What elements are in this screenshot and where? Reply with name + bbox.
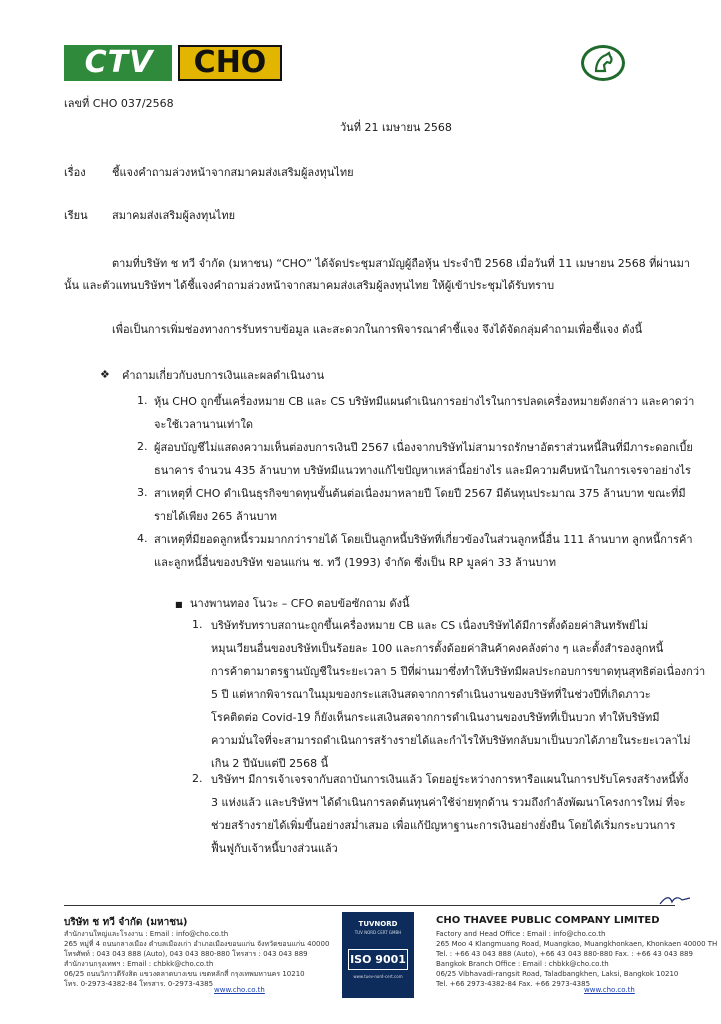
answer-line: การค้าตามาตรฐานบัญชีในระยะเวลา 5 ปีที่ผ่านมาซึ่งทำให้บริษัทมีผลประกอบการขาดทุนสุทธิต่อเนื่องกว่า [211, 665, 706, 678]
question-line: ผู้สอบบัญชีไม่แสดงความเห็นต่องบการเงินปี 2567 เนื่องจากบริษัทไม่สามารถรักษาอัตราส่วนหนี้สินที่มีภาระดอกเบี้ย [154, 441, 693, 454]
answer-line: ความมั่นใจที่จะสามารถดำเนินการสร้างรายได้และกำไรให้บริษัทกลับมาเป็นบวกได้ภายในระยะเวลาไม่ [211, 734, 691, 747]
logo-ctv-text: CTV [64, 45, 172, 81]
question-line: หุ้น CHO ถูกขึ้นเครื่องหมาย CB และ CS บริษัทมีแผนดำเนินการอย่างไรในการปลดเครื่องหมายดังกล่าว และคาดว่า [154, 395, 695, 408]
answer-bullet-icon: ■ [175, 600, 183, 609]
iso-issuer: TUV NORD CERT GMBH [354, 930, 402, 935]
answer-line: ช่วยสร้างรายได้เพิ่มขึ้นอย่างสม่ำเสมอ เพื่อแก้ปัญหาฐานะการเงินอย่างยั่งยืน โดยได้เริ่มกระบวนการ [211, 819, 676, 832]
answer-line: บริษัทฯ มีการเจ้าเจรจากับสถาบันการเงินแล้ว โดยอยู่ระหว่างการหารือแผนในการปรับโครงสร้างหนี้ทั้ง [211, 773, 689, 786]
question-item [154, 528, 693, 574]
footer-th-line: 06/25 ถนนวิภาวดีรังสิต แขวงตลาดบางเขน เขตหลักสี่ กรุงเทพมหานคร 10210 [64, 970, 305, 978]
section-bullet-icon: ❖ [100, 368, 110, 381]
intro-line-1: ตามที่บริษัท ช ทวี จำกัด (มหาชน) “CHO” ได้จัดประชุมสามัญผู้ถือหุ้น ประจำปี 2568 เมื่อวันที่ 11 เมษายน 2568 ที่ผ่านมา [112, 257, 691, 270]
question-item [154, 482, 686, 528]
question-number: 3. [137, 486, 148, 499]
answer-line: 5 ปี แต่หากพิจารณาในมุมของกระแสเงินสดจากการดำเนินงานของบริษัทที่ในช่วงปีที่เกิดภาวะ [211, 688, 651, 701]
question-line: ธนาคาร จำนวน 435 ล้านบาท บริษัทมีแนวทางแก้ไขปัญหาเหล่านี้อย่างไร และมีความคืบหน้าในการเจรจาอย่างไร [154, 464, 691, 477]
answer-item [211, 768, 688, 860]
footer-th-line: สำนักงานใหญ่และโรงงาน : Email : info@cho.co.th [64, 930, 229, 938]
document-number: เลขที่ CHO 037/2568 [64, 97, 174, 110]
footer-th-line: สำนักงานกรุงเทพฯ : Email : chbkk@cho.co.th [64, 960, 214, 968]
answer-line: บริษัทรับทราบสถานะถูกขึ้นเครื่องหมาย CB และ CS เนื่องบริษัทได้มีการตั้งด้อยค่าสินทรัพย์ไม่ [211, 619, 649, 632]
subject-label: เรื่อง [64, 166, 86, 179]
answer-line: หมุนเวียนอื่นของบริษัทเป็นร้อยละ 100 และการตั้งด้อยค่าสินค้าคงคลังต่าง ๆ และตั้งสำรองลูกหนี้ [211, 642, 664, 655]
answer-line: ฟื้นฟูกับเจ้าหนี้บางส่วนแล้ว [211, 842, 338, 855]
footer-th-line: โทร. 0-2973-4382-84 โทรสาร. 0-2973-4385 [64, 980, 214, 988]
question-line: รายได้เพียง 265 ล้านบาท [154, 510, 277, 523]
signature-mark [658, 892, 692, 912]
footer-th-line: 265 หมู่ที่ 4 ถนนกลางเมือง ตำบลเมืองเก่า อำเภอเมืองขอนแก่น จังหวัดขอนแก่น 40000 [64, 940, 330, 948]
subject-text: ชี้แจงคำถามล่วงหน้าจากสมาคมส่งเสริมผู้ลงทุนไทย [112, 166, 354, 179]
footer-th-website-link[interactable]: www.cho.co.th [214, 986, 265, 994]
question-number: 2. [137, 440, 148, 453]
footer-th-company: บริษัท ช ทวี จำกัด (มหาชน) [64, 917, 188, 928]
footer-en-line: Tel. : +66 43 043 888 (Auto), +66 43 043 880-880 Fax. : +66 43 043 889 [436, 950, 693, 958]
footer-en-line: Bangkok Branch Office : Email : chbkk@cho.co.th [436, 960, 609, 968]
iso-standard: ISO 9001 [348, 949, 408, 970]
question-line: สาเหตุที่ CHO ดำเนินธุรกิจขาดทุนขั้นต้นต่อเนื่องมาหลายปี โดยปี 2567 มีต้นทุนประมาณ 375 ล้านบาท ขณะที่มี [154, 487, 686, 500]
footer-th-line: โทรศัพท์ : 043 043 888 (Auto), 043 043 880-880 โทรสาร : 043 043 889 [64, 950, 308, 958]
footer-en-company: CHO THAVEE PUBLIC COMPANY LIMITED [436, 915, 660, 926]
question-line: และลูกหนี้อื่นของบริษัท ขอนแก่น ช. ทวี (1993) จำกัด ซึ่งเป็น RP มูลค่า 33 ล้านบาท [154, 556, 556, 569]
answer-line: โรคติดต่อ Covid-19 ก็ยังเห็นกระแสเงินสดจากการดำเนินงานของบริษัทที่เป็นบวก ทำให้บริษัทมี [211, 711, 660, 724]
answer-number: 2. [192, 772, 203, 785]
iso-certification-badge [342, 912, 414, 998]
iso-brand: TUVNORD [358, 920, 398, 928]
logo-cho-text: CHO [178, 45, 282, 81]
footer-en-line: Tel. +66 2973-4382-84 Fax. +66 2973-4385 [436, 980, 591, 988]
horse-emblem-icon [581, 45, 625, 81]
intro-line-2: นั้น และตัวแทนบริษัทฯ ได้ชี้แจงคำถามล่วงหน้าจากสมาคมส่งเสริมผู้ลงทุนไทย ให้ผู้เข้าประชุมได้รับทราบ [64, 279, 555, 292]
question-number: 4. [137, 532, 148, 545]
footer-divider [64, 905, 675, 906]
question-item [154, 390, 694, 436]
answer-line: 3 แห่งแล้ว และบริษัทฯ ได้ดำเนินการลดต้นทุนค่าใช้จ่ายทุกด้าน รวมถึงกำลังพัฒนาโครงการใหม่ ที่จะ [211, 796, 686, 809]
answer-line: เกิน 2 ปีนับแต่ปี 2568 นี้ [211, 757, 329, 770]
intro-line-3: เพื่อเป็นการเพิ่มช่องทางการรับทราบข้อมูล และสะดวกในการพิจารณาคำชี้แจง จึงได้จัดกลุ่มคำถามเพื่อชี้แจง ดังนี้ [112, 323, 643, 336]
iso-website: www.tuev-nord-cert.com [353, 974, 403, 979]
recipient-text: สมาคมส่งเสริมผู้ลงทุนไทย [112, 209, 236, 222]
footer-en-website-link[interactable]: www.cho.co.th [584, 986, 635, 994]
question-line: จะใช้เวลานานเท่าใด [154, 418, 253, 431]
recipient-label: เรียน [64, 209, 88, 222]
question-line: สาเหตุที่มียอดลูกหนี้รวมมากกว่ารายได้ โดยเป็นลูกหนี้บริษัทที่เกี่ยวข้องในส่วนลูกหนี้อื่น 111 ล้านบาท ลูกหนี้การค้า [154, 533, 693, 546]
company-logo [64, 45, 282, 81]
answer-title: นางพานทอง โนวะ – CFO ตอบข้อซักถาม ดังนี้ [190, 597, 410, 610]
answer-item [211, 614, 705, 775]
footer-en-line: 265 Moo 4 Klangmuang Road, Muangkao, Muangkhonkaen, Khonkaen 40000 TH [436, 940, 718, 948]
question-item [154, 436, 693, 482]
section-title: คำถามเกี่ยวกับงบการเงินและผลดำเนินงาน [122, 369, 325, 382]
answer-number: 1. [192, 618, 203, 631]
question-number: 1. [137, 394, 148, 407]
footer-en-line: Factory and Head Office : Email : info@cho.co.th [436, 930, 606, 938]
footer-en-line: 06/25 Vibhavadi-rangsit Road, Taladbangkhen, Laksi, Bangkok 10210 [436, 970, 679, 978]
document-date: วันที่ 21 เมษายน 2568 [340, 121, 452, 134]
